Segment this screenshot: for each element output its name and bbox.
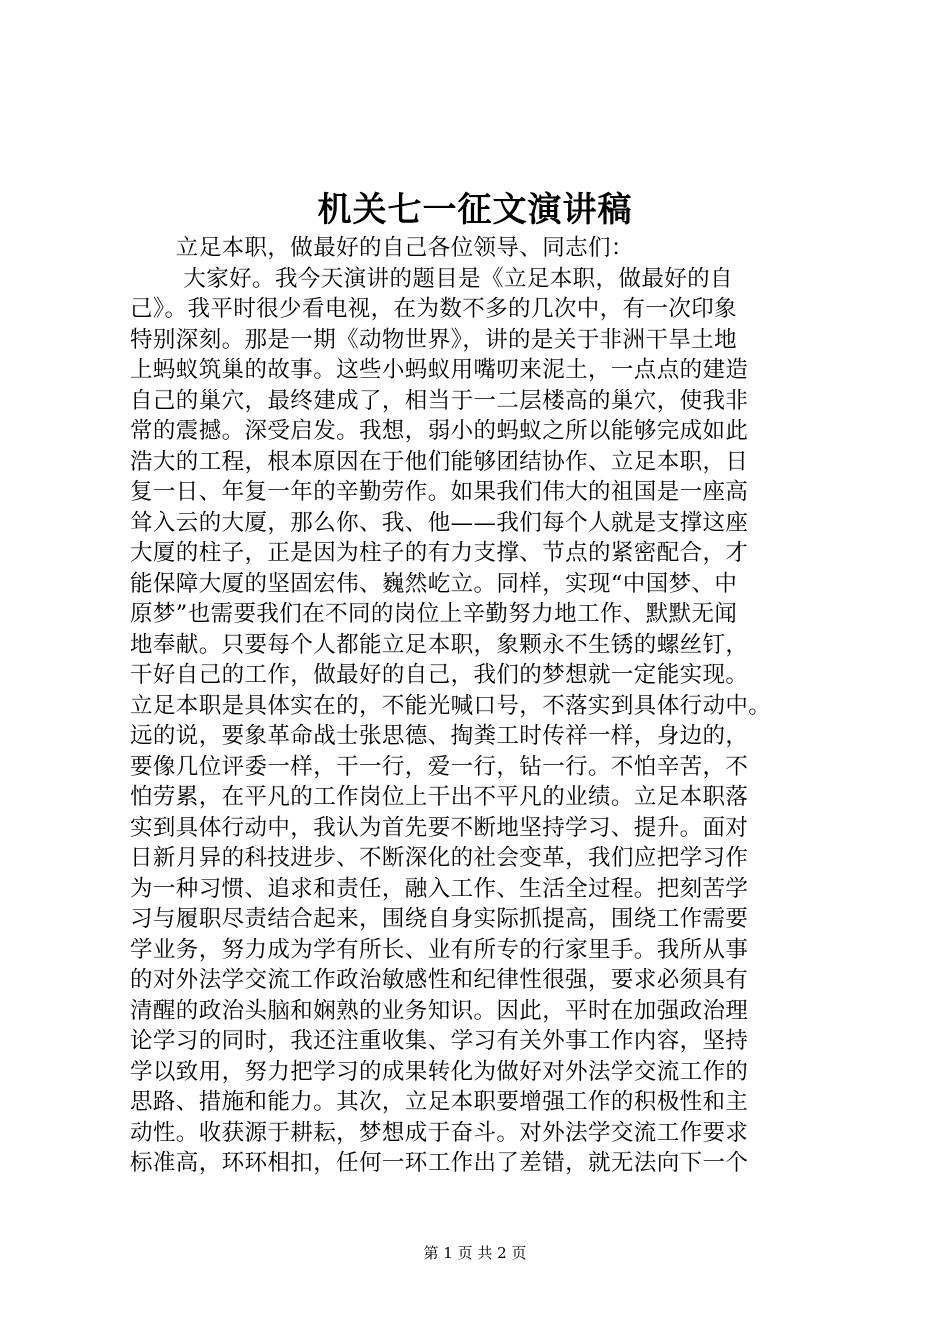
body-line: 大厦的柱子，正是因为柱子的有力支撑、节点的紧密配合，才 bbox=[130, 540, 749, 566]
body-line: 的对外法学交流工作政治敏感性和纪律性很强，要求必须具有 bbox=[130, 967, 749, 993]
body-line: 习与履职尽责结合起来，围绕自身实际抓提高，围绕工作需要 bbox=[130, 906, 749, 932]
body-line: 要像几位评委一样，干一行，爱一行，钻一行。不怕辛苦，不 bbox=[130, 753, 749, 780]
document-title: 机关七一征文演讲稿 bbox=[317, 190, 633, 230]
body-line: 大家好。我今天演讲的题目是《立足本职，做最好的自 bbox=[130, 265, 733, 292]
body-line: 实到具体行动中，我认为首先要不断地坚持学习、提升。面对 bbox=[130, 814, 749, 841]
body-line: 自己的巢穴，最终建成了，相当于一二层楼高的巢穴，使我非 bbox=[130, 387, 749, 414]
body-line: 论学习的同时，我还注重收集、学习有关外事工作内容，坚持 bbox=[130, 1028, 749, 1054]
body-line: 地奉献。只要每个人都能立足本职，象颗永不生锈的螺丝钉， bbox=[130, 631, 749, 658]
body-line: 日新月异的科技进步、不断深化的社会变革，我们应把学习作 bbox=[130, 845, 749, 871]
body-line: 己》。我平时很少看电视，在为数不多的几次中，有一次印象 bbox=[130, 296, 738, 322]
body-line: 常的震撼。深受启发。我想，弱小的蚂蚁之所以能够完成如此 bbox=[130, 418, 749, 444]
body-line: 学以致用，努力把学习的成果转化为做好对外法学交流工作的 bbox=[130, 1058, 749, 1085]
body-line: 怕劳累，在平凡的工作岗位上干出不平凡的业绩。立足本职落 bbox=[130, 784, 749, 810]
body-line: 为一种习惯、追求和责任，融入工作、生活全过程。把刻苦学 bbox=[130, 875, 749, 902]
body-line: 标准高，环环相扣，任何一环工作出了差错，就无法向下一个 bbox=[130, 1150, 749, 1176]
body-line: 立足本职是具体实在的，不能光喊口号，不落实到具体行动中。 bbox=[130, 692, 772, 719]
body-line: 远的说，要象革命战士张思德、掏粪工时传祥一样，身边的， bbox=[130, 723, 749, 749]
body-line: 能保障大厦的坚固宏伟、巍然屹立。同样，实现“中国梦、中 bbox=[130, 570, 738, 597]
body-line: 立足本职，做最好的自己各位领导、同志们： bbox=[130, 235, 634, 261]
body-line: 耸入云的大厦，那么你、我、他——我们每个人就是支撑这座 bbox=[130, 509, 749, 536]
body-line: 复一日、年复一年的辛勤劳作。如果我们伟大的祖国是一座高 bbox=[130, 479, 749, 505]
page-footer: 第 1 页 共 2 页 bbox=[423, 1244, 527, 1262]
body-line: 原梦”也需要我们在不同的岗位上辛勤努力地工作、默默无闻 bbox=[130, 601, 738, 627]
body-line: 特别深刻。那是一期《动物世界》，讲的是关于非洲干旱土地 bbox=[130, 326, 738, 353]
body-line: 干好自己的工作，做最好的自己，我们的梦想就一定能实现。 bbox=[130, 662, 749, 688]
body-line: 动性。收获源于耕耘，梦想成于奋斗。对外法学交流工作要求 bbox=[130, 1119, 749, 1146]
body-line: 上蚂蚁筑巢的故事。这些小蚂蚁用嘴叨来泥土，一点点的建造 bbox=[130, 357, 749, 383]
body-line: 清醒的政治头脑和娴熟的业务知识。因此，平时在加强政治理 bbox=[130, 997, 749, 1024]
document-body bbox=[130, 233, 830, 1179]
body-line: 浩大的工程，根本原因在于他们能够团结协作、立足本职，日 bbox=[130, 448, 749, 475]
body-line: 学业务，努力成为学有所长、业有所专的行家里手。我所从事 bbox=[130, 936, 749, 963]
body-line: 思路、措施和能力。其次，立足本职要增强工作的积极性和主 bbox=[130, 1089, 749, 1115]
